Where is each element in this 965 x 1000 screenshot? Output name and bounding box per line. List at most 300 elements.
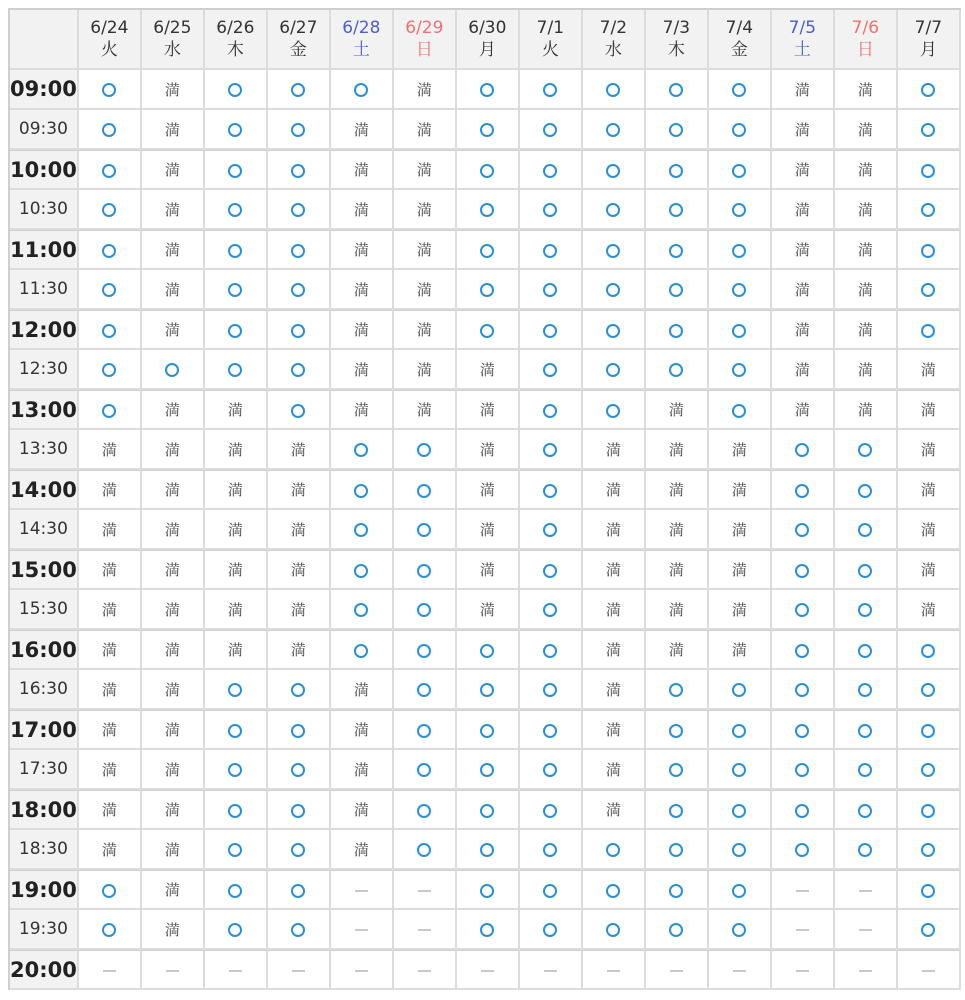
full-label: 満 <box>227 641 243 659</box>
available-circle-icon <box>543 523 557 537</box>
available-slot[interactable] <box>205 150 268 190</box>
available-slot[interactable] <box>898 790 961 830</box>
available-circle-icon <box>480 884 494 898</box>
available-circle-icon <box>732 683 746 697</box>
full-slot <box>394 150 457 190</box>
available-slot[interactable] <box>394 470 457 510</box>
available-circle-icon <box>669 804 683 818</box>
full-label: 満 <box>353 321 369 339</box>
available-slot[interactable] <box>331 430 394 470</box>
available-slot[interactable] <box>268 310 331 350</box>
time-slot-row <box>10 110 961 150</box>
available-slot[interactable] <box>835 470 898 510</box>
available-slot[interactable] <box>79 910 142 950</box>
available-slot[interactable] <box>646 230 709 270</box>
available-slot[interactable] <box>835 510 898 550</box>
available-slot[interactable] <box>520 750 583 790</box>
available-slot[interactable] <box>79 310 142 350</box>
date-header <box>709 10 772 70</box>
full-slot <box>835 390 898 430</box>
available-slot[interactable] <box>709 790 772 830</box>
full-slot <box>142 550 205 590</box>
available-slot[interactable] <box>835 830 898 870</box>
available-circle-icon <box>480 724 494 738</box>
available-slot[interactable] <box>520 230 583 270</box>
available-slot[interactable] <box>520 550 583 590</box>
available-slot[interactable] <box>79 70 142 110</box>
full-label: 満 <box>920 481 936 499</box>
full-slot <box>79 550 142 590</box>
available-slot[interactable] <box>835 790 898 830</box>
available-slot[interactable] <box>79 870 142 910</box>
available-slot[interactable] <box>457 110 520 150</box>
time-label: 11:00 <box>10 230 79 270</box>
available-slot[interactable] <box>583 230 646 270</box>
full-label: 満 <box>227 481 243 499</box>
available-slot[interactable] <box>646 870 709 910</box>
available-slot[interactable] <box>709 390 772 430</box>
available-circle-icon <box>858 443 872 457</box>
available-slot[interactable] <box>520 790 583 830</box>
available-slot[interactable] <box>331 70 394 110</box>
available-slot[interactable] <box>835 670 898 710</box>
available-slot[interactable] <box>520 510 583 550</box>
available-slot[interactable] <box>457 230 520 270</box>
full-label: 満 <box>668 401 684 419</box>
available-slot[interactable] <box>646 70 709 110</box>
available-circle-icon <box>291 164 305 178</box>
available-circle-icon <box>102 203 116 217</box>
available-slot[interactable] <box>772 510 835 550</box>
available-slot[interactable] <box>520 430 583 470</box>
available-slot[interactable] <box>205 830 268 870</box>
available-slot[interactable] <box>583 830 646 870</box>
available-slot[interactable] <box>898 750 961 790</box>
full-label: 満 <box>857 360 873 379</box>
full-label: 満 <box>290 561 306 579</box>
available-slot[interactable] <box>394 590 457 630</box>
available-slot[interactable] <box>772 630 835 670</box>
full-slot <box>583 430 646 470</box>
full-label: 満 <box>164 840 180 859</box>
available-slot[interactable] <box>268 870 331 910</box>
available-slot[interactable] <box>583 110 646 150</box>
full-label: 満 <box>857 120 873 139</box>
available-slot[interactable] <box>394 750 457 790</box>
available-slot[interactable] <box>898 190 961 230</box>
available-slot[interactable] <box>457 150 520 190</box>
available-slot[interactable] <box>520 670 583 710</box>
available-circle-icon <box>228 763 242 777</box>
available-slot[interactable] <box>646 270 709 310</box>
available-slot[interactable] <box>205 710 268 750</box>
unavailable-dash-icon <box>355 890 368 892</box>
available-slot[interactable] <box>331 550 394 590</box>
available-slot[interactable] <box>835 550 898 590</box>
unavailable-slot <box>898 950 961 990</box>
available-circle-icon <box>858 724 872 738</box>
available-slot[interactable] <box>457 70 520 110</box>
available-slot[interactable] <box>709 230 772 270</box>
available-circle-icon <box>795 644 809 658</box>
full-slot <box>898 430 961 470</box>
available-circle-icon <box>543 603 557 617</box>
full-label: 満 <box>353 840 369 859</box>
time-slot-row <box>10 950 961 990</box>
available-slot[interactable] <box>709 310 772 350</box>
full-label: 満 <box>227 440 243 459</box>
unavailable-slot <box>79 950 142 990</box>
available-slot[interactable] <box>583 910 646 950</box>
available-slot[interactable] <box>331 470 394 510</box>
available-slot[interactable] <box>268 670 331 710</box>
available-slot[interactable] <box>457 270 520 310</box>
available-slot[interactable] <box>205 110 268 150</box>
available-slot[interactable] <box>79 110 142 150</box>
full-label: 満 <box>731 520 747 539</box>
available-circle-icon <box>795 763 809 777</box>
available-slot[interactable] <box>205 70 268 110</box>
unavailable-dash-icon <box>355 929 368 931</box>
available-slot[interactable] <box>394 510 457 550</box>
available-slot[interactable] <box>79 190 142 230</box>
available-slot[interactable] <box>583 190 646 230</box>
available-slot[interactable] <box>898 670 961 710</box>
available-slot[interactable] <box>205 230 268 270</box>
available-slot[interactable] <box>709 350 772 390</box>
available-slot[interactable] <box>520 110 583 150</box>
full-label: 満 <box>605 721 621 739</box>
full-slot <box>142 710 205 750</box>
full-label: 満 <box>668 641 684 659</box>
available-slot[interactable] <box>520 350 583 390</box>
available-slot[interactable] <box>772 550 835 590</box>
available-slot[interactable] <box>205 310 268 350</box>
available-slot[interactable] <box>268 270 331 310</box>
weekday-label: 月 <box>478 40 496 60</box>
available-circle-icon <box>921 843 935 857</box>
available-slot[interactable] <box>583 310 646 350</box>
weekday-label: 土 <box>352 40 370 60</box>
available-slot[interactable] <box>520 590 583 630</box>
available-slot[interactable] <box>898 230 961 270</box>
available-slot[interactable] <box>898 870 961 910</box>
available-slot[interactable] <box>205 870 268 910</box>
available-slot[interactable] <box>268 110 331 150</box>
available-slot[interactable] <box>898 110 961 150</box>
available-slot[interactable] <box>646 190 709 230</box>
available-slot[interactable] <box>520 470 583 510</box>
available-slot[interactable] <box>583 350 646 390</box>
available-slot[interactable] <box>772 710 835 750</box>
full-label: 満 <box>353 120 369 139</box>
available-slot[interactable] <box>457 830 520 870</box>
available-slot[interactable] <box>520 630 583 670</box>
available-slot[interactable] <box>205 750 268 790</box>
available-slot[interactable] <box>520 830 583 870</box>
available-slot[interactable] <box>520 190 583 230</box>
full-slot <box>646 630 709 670</box>
available-circle-icon <box>228 164 242 178</box>
full-slot <box>394 190 457 230</box>
available-slot[interactable] <box>394 670 457 710</box>
available-slot[interactable] <box>898 910 961 950</box>
full-label: 満 <box>353 360 369 379</box>
available-slot[interactable] <box>520 150 583 190</box>
available-slot[interactable] <box>583 150 646 190</box>
available-slot[interactable] <box>520 390 583 430</box>
available-slot[interactable] <box>646 830 709 870</box>
available-circle-icon <box>102 404 116 418</box>
available-slot[interactable] <box>898 710 961 750</box>
available-slot[interactable] <box>205 910 268 950</box>
full-slot <box>205 510 268 550</box>
available-slot[interactable] <box>394 550 457 590</box>
full-slot <box>79 430 142 470</box>
available-slot[interactable] <box>709 870 772 910</box>
available-circle-icon <box>921 724 935 738</box>
available-slot[interactable] <box>772 790 835 830</box>
full-slot <box>142 190 205 230</box>
available-slot[interactable] <box>898 270 961 310</box>
available-slot[interactable] <box>268 390 331 430</box>
date-header <box>79 10 142 70</box>
available-slot[interactable] <box>583 70 646 110</box>
available-slot[interactable] <box>457 910 520 950</box>
available-circle-icon <box>669 843 683 857</box>
available-slot[interactable] <box>205 190 268 230</box>
available-slot[interactable] <box>772 590 835 630</box>
available-slot[interactable] <box>772 670 835 710</box>
full-label: 満 <box>164 721 180 739</box>
available-slot[interactable] <box>457 870 520 910</box>
available-slot[interactable] <box>709 670 772 710</box>
available-slot[interactable] <box>709 190 772 230</box>
full-label: 満 <box>164 321 180 339</box>
available-slot[interactable] <box>520 910 583 950</box>
available-slot[interactable] <box>646 150 709 190</box>
available-slot[interactable] <box>898 150 961 190</box>
full-label: 満 <box>164 241 180 259</box>
full-label: 満 <box>857 280 873 299</box>
time-slot-row <box>10 430 961 470</box>
weekday-label: 土 <box>793 40 811 60</box>
available-slot[interactable] <box>898 70 961 110</box>
available-slot[interactable] <box>331 630 394 670</box>
available-slot[interactable] <box>898 310 961 350</box>
date-header <box>583 10 646 70</box>
available-circle-icon <box>228 123 242 137</box>
full-label: 満 <box>416 280 432 299</box>
unavailable-slot <box>709 950 772 990</box>
available-circle-icon <box>228 324 242 338</box>
available-slot[interactable] <box>772 830 835 870</box>
available-slot[interactable] <box>268 750 331 790</box>
unavailable-slot <box>394 910 457 950</box>
available-slot[interactable] <box>79 390 142 430</box>
available-circle-icon <box>291 324 305 338</box>
available-circle-icon <box>228 843 242 857</box>
available-slot[interactable] <box>268 910 331 950</box>
available-slot[interactable] <box>772 470 835 510</box>
available-slot[interactable] <box>646 310 709 350</box>
available-circle-icon <box>291 804 305 818</box>
time-slot-row <box>10 270 961 310</box>
available-slot[interactable] <box>709 150 772 190</box>
available-slot[interactable] <box>457 790 520 830</box>
available-slot[interactable] <box>709 830 772 870</box>
available-slot[interactable] <box>898 630 961 670</box>
available-slot[interactable] <box>331 510 394 550</box>
unavailable-slot <box>835 910 898 950</box>
available-circle-icon <box>480 83 494 97</box>
available-slot[interactable] <box>268 190 331 230</box>
available-slot[interactable] <box>457 310 520 350</box>
available-slot[interactable] <box>457 670 520 710</box>
full-label: 満 <box>353 801 369 819</box>
available-slot[interactable] <box>709 750 772 790</box>
available-circle-icon <box>102 244 116 258</box>
available-circle-icon <box>417 843 431 857</box>
available-slot[interactable] <box>709 910 772 950</box>
available-slot[interactable] <box>835 590 898 630</box>
date-label: 7/2 <box>599 18 628 38</box>
available-circle-icon <box>354 443 368 457</box>
available-circle-icon <box>858 843 872 857</box>
available-circle-icon <box>291 683 305 697</box>
available-slot[interactable] <box>709 110 772 150</box>
available-circle-icon <box>795 443 809 457</box>
date-header <box>520 10 583 70</box>
available-slot[interactable] <box>268 350 331 390</box>
available-slot[interactable] <box>835 710 898 750</box>
available-slot[interactable] <box>394 830 457 870</box>
available-slot[interactable] <box>79 150 142 190</box>
available-slot[interactable] <box>268 710 331 750</box>
available-slot[interactable] <box>79 350 142 390</box>
available-circle-icon <box>417 484 431 498</box>
unavailable-dash-icon <box>418 970 431 972</box>
available-slot[interactable] <box>394 430 457 470</box>
available-slot[interactable] <box>142 350 205 390</box>
available-slot[interactable] <box>835 430 898 470</box>
available-slot[interactable] <box>898 830 961 870</box>
available-slot[interactable] <box>646 110 709 150</box>
unavailable-slot <box>394 870 457 910</box>
full-slot <box>709 470 772 510</box>
available-circle-icon <box>795 804 809 818</box>
available-slot[interactable] <box>79 230 142 270</box>
available-circle-icon <box>732 923 746 937</box>
full-slot <box>79 670 142 710</box>
available-circle-icon <box>354 603 368 617</box>
full-slot <box>709 430 772 470</box>
available-slot[interactable] <box>709 710 772 750</box>
available-slot[interactable] <box>520 270 583 310</box>
available-circle-icon <box>102 164 116 178</box>
available-slot[interactable] <box>772 430 835 470</box>
weekday-label: 日 <box>415 40 433 60</box>
available-slot[interactable] <box>457 630 520 670</box>
available-slot[interactable] <box>835 630 898 670</box>
available-slot[interactable] <box>646 790 709 830</box>
full-slot <box>457 550 520 590</box>
available-circle-icon <box>228 283 242 297</box>
full-label: 満 <box>101 721 117 739</box>
available-slot[interactable] <box>394 630 457 670</box>
available-circle-icon <box>795 523 809 537</box>
time-label: 19:30 <box>10 910 79 950</box>
available-slot[interactable] <box>646 750 709 790</box>
unavailable-slot <box>331 910 394 950</box>
available-slot[interactable] <box>646 710 709 750</box>
available-slot[interactable] <box>520 710 583 750</box>
full-slot <box>772 350 835 390</box>
available-slot[interactable] <box>646 350 709 390</box>
available-slot[interactable] <box>205 670 268 710</box>
available-slot[interactable] <box>457 750 520 790</box>
available-slot[interactable] <box>583 390 646 430</box>
available-slot[interactable] <box>772 750 835 790</box>
full-slot <box>268 470 331 510</box>
available-circle-icon <box>228 363 242 377</box>
time-slot-row <box>10 390 961 430</box>
available-circle-icon <box>543 763 557 777</box>
full-label: 満 <box>920 440 936 459</box>
available-slot[interactable] <box>394 710 457 750</box>
available-circle-icon <box>669 283 683 297</box>
available-circle-icon <box>354 523 368 537</box>
available-slot[interactable] <box>268 830 331 870</box>
time-slot-rows <box>10 70 961 990</box>
available-slot[interactable] <box>457 710 520 750</box>
available-slot[interactable] <box>205 270 268 310</box>
time-slot-row <box>10 190 961 230</box>
available-slot[interactable] <box>709 270 772 310</box>
full-label: 満 <box>164 440 180 459</box>
available-circle-icon <box>921 164 935 178</box>
available-slot[interactable] <box>646 670 709 710</box>
available-slot[interactable] <box>268 230 331 270</box>
available-slot[interactable] <box>520 310 583 350</box>
available-slot[interactable] <box>646 910 709 950</box>
available-slot[interactable] <box>79 270 142 310</box>
available-slot[interactable] <box>268 790 331 830</box>
available-circle-icon <box>480 763 494 777</box>
available-slot[interactable] <box>457 190 520 230</box>
available-slot[interactable] <box>205 350 268 390</box>
full-label: 満 <box>479 520 495 539</box>
available-slot[interactable] <box>394 790 457 830</box>
available-slot[interactable] <box>709 70 772 110</box>
available-slot[interactable] <box>268 70 331 110</box>
full-label: 満 <box>479 401 495 419</box>
available-circle-icon <box>669 83 683 97</box>
full-label: 満 <box>164 280 180 299</box>
full-label: 満 <box>668 561 684 579</box>
available-slot[interactable] <box>583 270 646 310</box>
available-slot[interactable] <box>583 870 646 910</box>
available-slot[interactable] <box>205 790 268 830</box>
available-slot[interactable] <box>520 70 583 110</box>
available-slot[interactable] <box>835 750 898 790</box>
available-slot[interactable] <box>331 590 394 630</box>
date-label: 7/7 <box>914 18 943 38</box>
full-slot <box>457 510 520 550</box>
available-slot[interactable] <box>268 150 331 190</box>
available-slot[interactable] <box>520 870 583 910</box>
full-slot <box>394 270 457 310</box>
